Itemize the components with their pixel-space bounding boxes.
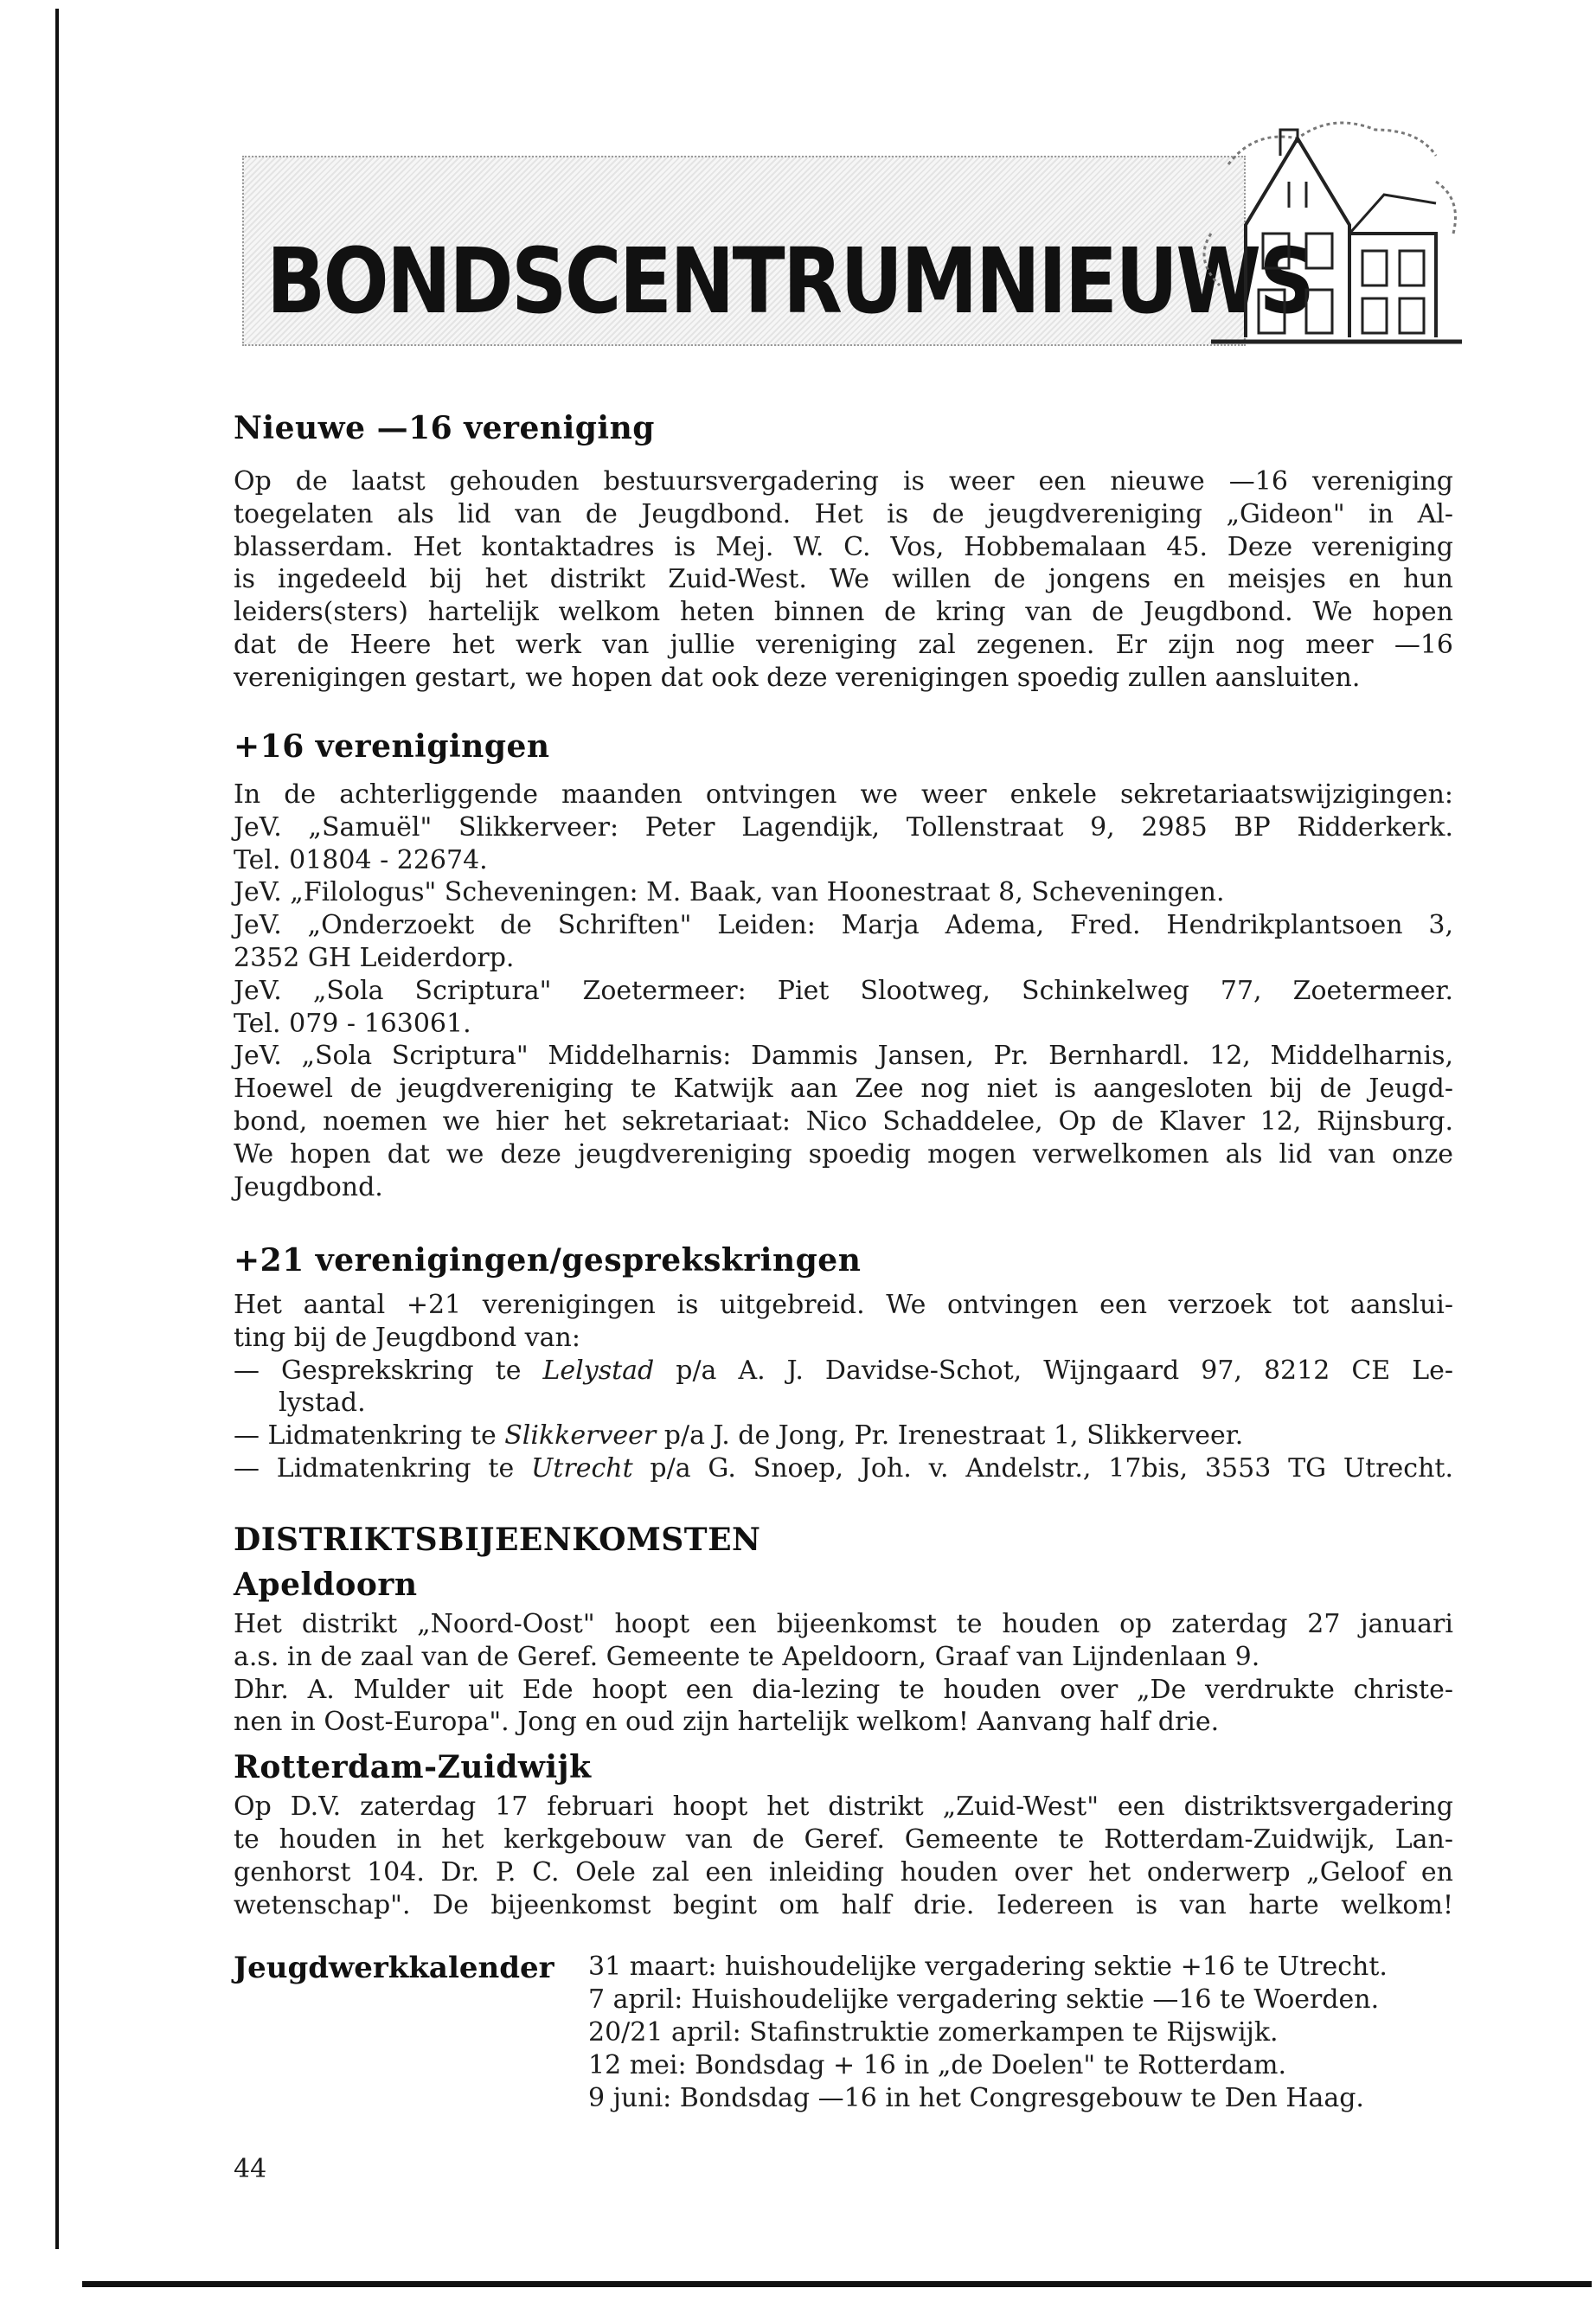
section-heading: +16 verenigingen [234,728,550,765]
section-body [234,779,1453,1203]
text-line: We hopen dat we deze jeugdvereniging spoedig mogen verwelkomen als lid van onze [234,1138,1453,1170]
text-line: Hoewel de jeugdvereniging te Katwijk aan Zee nog niet is aangesloten bij de Jeugd- [234,1074,1453,1105]
text-line: JeV. „Sola Scriptura" Zoetermeer: Piet Slootweg, Schinkelweg 77, Zoetermeer. [234,975,1453,1006]
text-line: is ingedeeld bij het distrikt Zuid-West. We willen de jongens en meisjes en hun [234,564,1453,595]
text-line: toegelaten als lid van de Jeugdbond. Het is de jeugdvereniging „Gideon" in Al- [234,498,1453,529]
text-line: Tel. 079 - 163061. [234,1008,471,1039]
text-line: In de achterliggende maanden ontvingen we weer enkele sekretariaatswijzigingen: [234,779,1453,810]
text-line: Op de laatst gehouden bestuursvergadering is weer een nieuwe —16 vereniging [234,466,1453,497]
text-line: Op D.V. zaterdag 17 februari hoopt het distrikt „Zuid-West" een distriktsvergadering [234,1791,1453,1823]
text-line: leiders(sters) hartelijk welkom heten binnen de kring van de Jeugdbond. We hopen [234,597,1453,628]
section-plus-16-associations [234,725,1453,1203]
section-new-16-association [234,407,1453,695]
calendar-item: 7 april: Huishoudelijke vergadering sektie —16 te Woerden. [588,1984,1380,2015]
section-district-meetings [234,1518,1453,1921]
calendar-title: Jeugdwerkkalender [234,1951,554,1985]
text-line: Tel. 01804 - 22674. [234,844,488,875]
section-body [234,1289,1453,1485]
calendar-item: 9 juni: Bondsdag —16 in het Congresgebouw te Den Haag. [588,2083,1364,2113]
subsection-heading-apeldoorn: Apeldoorn [234,1567,418,1603]
page-number: 44 [234,2154,267,2184]
section-plus-21-associations [234,1239,1453,1485]
text-line: nen in Oost-Europa". Jong en oud zijn hartelijk welkom! Aanvang half drie. [234,1707,1220,1738]
text-line: JeV. „Filologus" Scheveningen: M. Baak, van Hoonestraat 8, Scheveningen. [234,877,1225,908]
text-line: ting bij de Jeugdbond van: [234,1322,580,1353]
subsection-heading-rotterdam: Rotterdam-Zuidwijk [234,1749,592,1786]
list-item: — Gesprekskring te Lelystad p/a A. J. Davidse-Schot, Wijngaard 97, 8212 CE Le- [234,1355,1454,1386]
bottom-border-rule [82,2281,1592,2287]
text-line: JeV. „Samuël" Slikkerveer: Peter Lagendijk, Tollenstraat 9, 2985 BP Ridderkerk. [234,811,1453,843]
header-banner [242,156,1471,346]
text-line: verenigingen gestart, we hopen dat ook deze verenigingen spoedig zullen aansluiten. [234,662,1361,693]
text-line: wetenschap". De bijeenkomst begint om half drie. Iedereen is van harte welkom! [234,1889,1453,1920]
page-title: BONDSCENTRUMNIEUWS [266,228,1313,334]
text-line: Het distrikt „Noord-Oost" hoopt een bijeenkomst te houden op zaterdag 27 januari [234,1609,1453,1639]
text-line: blasserdam. Het kontaktadres is Mej. W. C. Vos, Hobbemalaan 45. Deze vereniging [234,531,1453,562]
section-heading: +21 verenigingen/gesprekskringen [234,1242,862,1279]
text-line: Het aantal +21 verenigingen is uitgebreid. We ontvingen een verzoek tot aanslui- [234,1290,1453,1320]
section-body [234,465,1453,695]
calendar-item: 20/21 april: Stafinstruktie zomerkampen te Rijswijk. [588,2017,1279,2048]
calendar-list [588,1951,1453,2115]
text-line: JeV. „Sola Scriptura" Middelharnis: Dammis Jansen, Pr. Bernhardl. 12, Middelharnis, [234,1041,1453,1072]
building-icon [1176,104,1471,355]
list-item-continuation: lystad. [279,1388,366,1419]
text-line: dat de Heere het werk van jullie vereniging zal zegenen. Er zijn nog meer —16 [234,629,1453,660]
text-line: JeV. „Onderzoekt de Schriften" Leiden: Marja Adema, Fred. Hendrikplantsoen 3, [234,910,1453,941]
list-item: — Lidmatenkring te Utrecht p/a G. Snoep, Joh. v. Andelstr., 17bis, 3553 TG Utrecht. [234,1452,1453,1484]
left-border-rule [55,9,59,2249]
list-item: — Lidmatenkring te Slikkerveer p/a J. de Jong, Pr. Irenestraat 1, Slikkerveer. [234,1420,1244,1452]
text-line: bond, noemen we hier het sekretariaat: Nico Schaddelee, Op de Klaver 12, Rijnsburg. [234,1106,1453,1137]
calendar-item: 12 mei: Bondsdag + 16 in „de Doelen" te Rotterdam. [588,2050,1287,2080]
text-line: genhorst 104. Dr. P. C. Oele zal een inleiding houden over het onderwerp „Geloof en [234,1856,1453,1888]
section-body [234,1608,1453,1739]
text-line: Dhr. A. Mulder uit Ede hoopt een dia-lezing te houden over „De verdrukte christe- [234,1674,1453,1705]
section-heading: Nieuwe —16 vereniging [234,410,655,446]
section-body [234,1791,1453,1921]
calendar-item: 31 maart: huishoudelijke vergadering sektie +16 te Utrecht. [588,1952,1388,1982]
text-line: 2352 GH Leiderdorp. [234,942,515,973]
text-line: a.s. in de zaal van de Geref. Gemeente te Apeldoorn, Graaf van Lijndenlaan 9. [234,1641,1260,1672]
text-line: te houden in het kerkgebouw van de Geref. Gemeente te Rotterdam-Zuidwijk, Lan- [234,1823,1453,1855]
text-line: Jeugdbond. [234,1171,383,1202]
section-heading: DISTRIKTSBIJEENKOMSTEN [234,1522,761,1558]
